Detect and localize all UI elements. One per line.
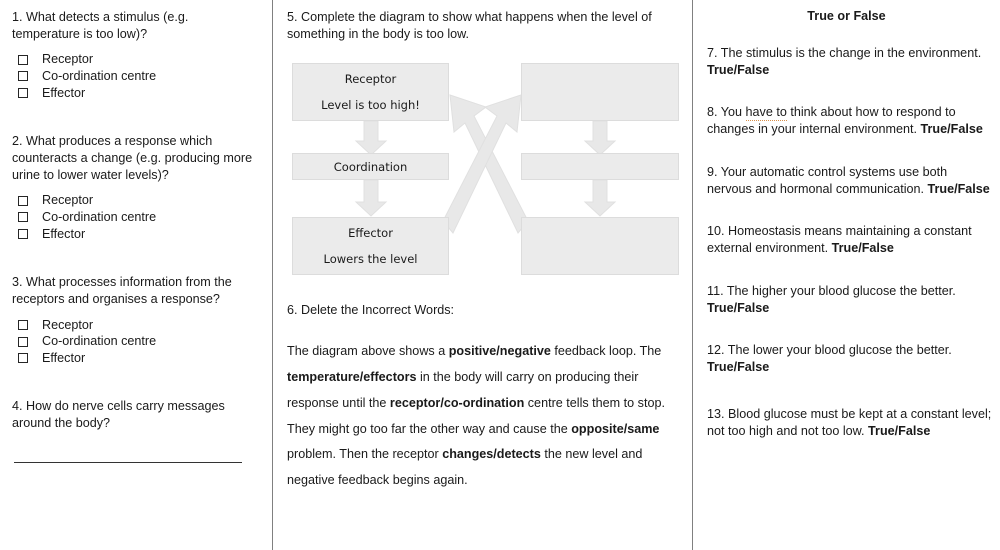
question-2-options [12,194,258,240]
down-arrow-icon [585,121,615,155]
checkbox-icon[interactable] [18,88,28,98]
question-1-text: 1. What detects a stimulus (e.g. temperature is too low)? [12,10,189,41]
down-arrow-icon [356,121,386,155]
question-10 [707,223,994,256]
question-body: The higher your blood glucose the better. [726,283,956,298]
spacer [12,244,258,274]
option-effector[interactable] [12,228,258,241]
question-body: Blood glucose must be kept at a constant level; not too high and not too low. [707,406,992,438]
paragraph-text: centre tells them to stop. They might go too far the other way and cause the [287,395,665,436]
question-number: 7. [707,46,721,60]
diagram-box-effector [292,217,449,275]
true-false-answer[interactable]: True/False [831,241,894,256]
checkbox-icon[interactable] [18,196,28,206]
spacer [707,23,994,45]
question-12 [707,342,994,375]
option-coordination-centre[interactable] [12,335,258,348]
delete-word-pair[interactable]: opposite/same [571,421,660,436]
paragraph-text: The diagram above shows a [287,344,449,359]
left-column [0,0,272,463]
delete-word-pair[interactable]: positive/negative [448,344,551,359]
question-9 [707,164,994,197]
question-number: 12. [707,343,728,358]
diagram-box-subtitle: Level is too high! [321,97,420,112]
true-or-false-title: True or False [807,9,886,23]
option-effector[interactable] [12,352,258,365]
question-7 [707,45,994,78]
true-false-answer[interactable]: True/False [927,181,990,196]
spellcheck-underlined-text: have to [745,105,787,120]
down-arrow-icon [585,180,615,216]
option-label: Effector [42,85,86,100]
question-6-heading: 6. Delete the Incorrect Words: [287,303,455,318]
paragraph-text: the new level and negative feedback begins again. [287,447,643,488]
diagram-box-blank-2[interactable] [521,153,679,180]
diagram-box-title: Receptor [344,72,397,87]
question-number: 10. [707,224,729,239]
true-false-answer[interactable]: True/False [707,300,770,315]
question-2-text: 2. What produces a response which counteracts a change (e.g. producing more urine to lower water levels)? [12,134,253,182]
question-number: 9. [707,164,721,179]
paragraph-text: problem. Then the receptor [287,447,443,462]
diagram-box-subtitle: Lowers the level [323,251,418,266]
question-6-paragraph [287,339,684,494]
delete-word-pair[interactable]: changes/detects [442,447,541,462]
option-label: Receptor [42,317,94,332]
question-3-text: 3. What processes information from the receptors and organises a response? [12,275,232,306]
option-coordination-centre[interactable] [12,211,258,224]
paragraph-text: in the body will carry on producing their response until the [287,370,639,410]
feedback-loop-diagram [290,58,690,288]
question-body: The lower your blood glucose the better. [727,343,952,358]
option-receptor[interactable] [12,194,258,207]
delete-word-pair[interactable]: receptor/co-ordination [389,395,525,410]
option-label: Co-ordination centre [42,69,157,84]
right-column [693,0,1000,439]
option-label: Co-ordination centre [42,334,157,349]
spacer [287,288,684,302]
question-5-text: 5. Complete the diagram to show what happens when the level of something in the body is too low. [287,10,652,41]
paragraph-text: feedback loop. The [550,344,662,359]
checkbox-icon[interactable] [18,229,28,239]
middle-column [273,0,692,494]
question-body: Your automatic control systems use both nervous and hormonal communication. [707,164,948,196]
spacer [707,316,994,342]
option-label: Effector [42,350,86,365]
question-body-pre: You [720,105,746,120]
spacer [707,376,994,406]
option-label: Co-ordination centre [42,210,157,225]
diagram-box-coordination [292,153,449,180]
option-label: Effector [42,226,86,241]
question-number: 11. [707,283,727,298]
question-3-options [12,319,258,365]
question-body: The stimulus is the change in the environment. [720,46,982,60]
question-4-text: 4. How do nerve cells carry messages around the body? [12,399,225,431]
question-number: 8. [707,105,721,120]
diagram-box-receptor [292,63,449,121]
spacer [707,138,994,164]
checkbox-icon[interactable] [18,212,28,222]
diagram-box-blank-1[interactable] [521,63,679,121]
delete-word-pair[interactable]: temperature/effectors [287,370,417,385]
option-receptor[interactable] [12,53,258,66]
diagram-box-title: Effector [348,226,393,241]
true-false-answer[interactable]: True/False [707,62,770,77]
true-false-answer[interactable]: True/False [868,423,931,438]
checkbox-icon[interactable] [18,353,28,363]
true-false-answer[interactable]: True/False [920,122,983,137]
checkbox-icon[interactable] [18,71,28,81]
diagram-box-blank-3[interactable] [521,217,679,275]
option-label: Receptor [42,193,94,208]
checkbox-icon[interactable] [18,320,28,330]
question-body: Homeostasis means maintaining a constant external environment. [707,224,972,256]
question-1-options [12,53,258,99]
option-coordination-centre[interactable] [12,70,258,83]
checkbox-icon[interactable] [18,337,28,347]
option-effector[interactable] [12,87,258,100]
spacer [707,197,994,223]
spacer [707,78,994,104]
checkbox-icon[interactable] [18,55,28,65]
true-false-answer[interactable]: True/False [707,360,770,375]
spacer [12,103,258,133]
option-label: Receptor [42,52,94,67]
spacer [12,368,258,398]
spacer [707,257,994,283]
question-13 [707,406,994,439]
question-4-answer-line[interactable] [14,462,242,463]
question-number: 13. [707,406,729,421]
diagram-box-title: Coordination [333,159,408,174]
spacer [287,319,684,339]
question-8 [707,104,994,137]
question-body-post: think about how to respond to changes in your internal environment. [707,105,956,137]
down-arrow-icon [356,180,386,216]
question-11 [707,283,994,316]
option-receptor[interactable] [12,319,258,332]
